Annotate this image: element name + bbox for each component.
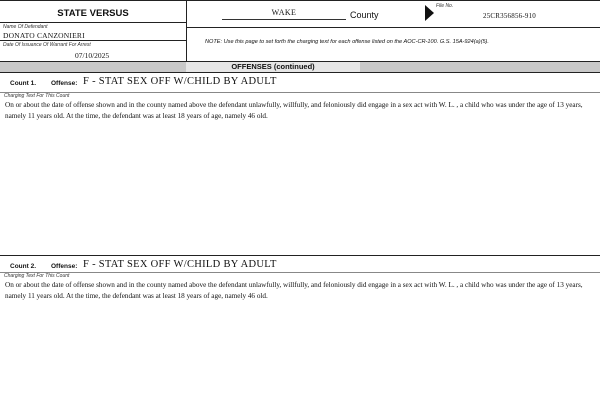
count-block-2 bbox=[0, 255, 600, 400]
count-block-1 bbox=[0, 72, 600, 255]
header-section bbox=[0, 0, 600, 71]
file-no-label: File No. bbox=[436, 3, 454, 9]
form-title: STATE VERSUS bbox=[57, 8, 129, 19]
offense-label: Offense: bbox=[51, 80, 78, 87]
warrant-date-label: Date Of Issuance Of Warrant For Arrest bbox=[3, 42, 91, 48]
county-value: WAKE bbox=[271, 8, 297, 17]
offense-name: F - STAT SEX OFF W/CHILD BY ADULT bbox=[83, 259, 277, 270]
count-number: Count 1. bbox=[10, 80, 36, 87]
offense-name: F - STAT SEX OFF W/CHILD BY ADULT bbox=[83, 76, 277, 87]
file-number: 25CR356856-910 bbox=[483, 12, 536, 20]
defendant-name-label: Name Of Defendant bbox=[3, 24, 48, 30]
defendant-name: DONATO CANZONIERI bbox=[3, 31, 85, 40]
charging-text-label: Charging Text For This Count bbox=[4, 273, 70, 279]
file-no-arrow-icon bbox=[425, 5, 434, 21]
charging-text: On or about the date of offense shown and in the county named above the defendant unlawfully, willfully, and feloniously did engage in a sex act with W. L. , a child who was under the age of 13 years, namely 11 years old. At the time, the defendant was at least 18 years of age, namely 46 old. bbox=[5, 281, 583, 300]
section-title: OFFENSES (continued) bbox=[231, 62, 315, 71]
warrant-date: 07/10/2025 bbox=[75, 51, 110, 60]
offense-label: Offense: bbox=[51, 263, 78, 270]
count-number: Count 2. bbox=[10, 263, 36, 270]
charging-text-label: Charging Text For This Count bbox=[4, 93, 70, 99]
instruction-note: NOTE: Use this page to set forth the charging text for each offense listed on the AOC-CR-100. G.S. 15A-924(a)(5). bbox=[205, 39, 489, 45]
charging-text: On or about the date of offense shown and in the county named above the defendant unlawfully, willfully, and feloniously did engage in a sex act with W. L. , a child who was under the age of 13 years, namely 11 years old. At the time, the defendant was at least 18 years of age, namely 46 old. bbox=[5, 101, 583, 120]
county-label: County bbox=[350, 10, 379, 20]
